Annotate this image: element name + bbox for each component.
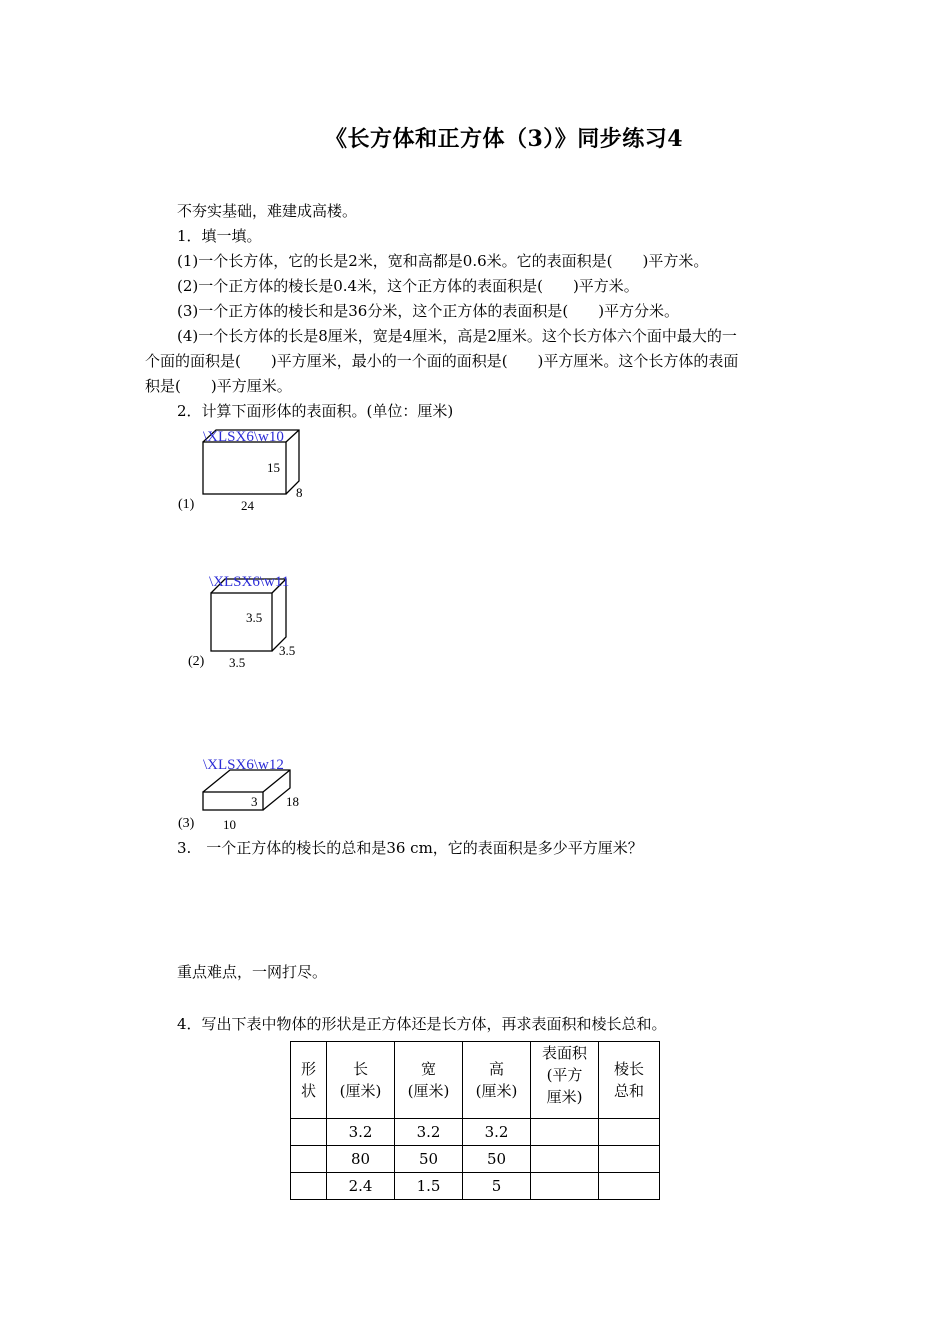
- cell-shape[interactable]: [291, 1146, 327, 1173]
- page-title: 《长方体和正方体（3）》同步练习4: [324, 126, 684, 152]
- table-header-row: [291, 1042, 660, 1119]
- figure-2: [180, 568, 310, 677]
- header-surface-area: [531, 1042, 599, 1119]
- slab-top-edge: [263, 770, 290, 792]
- table-row: [291, 1119, 660, 1146]
- cell-surface-area[interactable]: [531, 1173, 599, 1200]
- slab-back-edges: [203, 770, 290, 810]
- figure-code: \XLSX6\w11: [209, 574, 290, 590]
- figure-label: (1): [178, 497, 195, 512]
- dim-height: 3: [251, 794, 258, 809]
- cell-shape[interactable]: [291, 1119, 327, 1146]
- q4-heading: 4．写出下表中物体的形状是正方体还是长方体，再求表面积和棱长总和。: [177, 1015, 667, 1033]
- cell-height: 3.2: [463, 1119, 531, 1146]
- q1-item-1: (1)一个长方体，它的长是2米，宽和高都是0.6米。它的表面积是( )平方米。: [177, 252, 709, 270]
- q1-item-4-line-1: (4)一个长方体的长是8厘米，宽是4厘米，高是2厘米。这个长方体六个面中最大的一: [177, 327, 737, 345]
- section-heading: 重点难点，一网打尽。: [177, 963, 328, 981]
- header-line: 厘米): [546, 1088, 583, 1106]
- dim-length: 10: [223, 817, 236, 832]
- table-row: [291, 1146, 660, 1173]
- q1-item-4-line-2: 个面的面积是( )平方厘米，最小的一个面的面积是( )平方厘米。这个长方体的表面: [145, 352, 739, 370]
- header-height: [463, 1042, 531, 1119]
- header-length: [327, 1042, 395, 1119]
- header-line: 长: [352, 1060, 368, 1078]
- dim-width: 8: [296, 485, 303, 500]
- cuboid-top-edge: [286, 430, 299, 442]
- cell-width: 1.5: [395, 1173, 463, 1200]
- header-line: (厘米): [339, 1082, 382, 1100]
- cell-height: 50: [463, 1146, 531, 1173]
- header-line: 高: [488, 1060, 504, 1078]
- header-line: 棱长: [613, 1060, 644, 1078]
- cell-width: 50: [395, 1146, 463, 1173]
- cell-edge-total[interactable]: [599, 1119, 660, 1146]
- header-edge-total: [599, 1042, 660, 1119]
- cell-edge-total[interactable]: [599, 1173, 660, 1200]
- cell-surface-area[interactable]: [531, 1119, 599, 1146]
- header-line: 宽: [420, 1060, 436, 1078]
- q1-heading: 1．填一填。: [177, 227, 262, 245]
- cell-height: 5: [463, 1173, 531, 1200]
- header-line: 表面积: [541, 1044, 587, 1062]
- figure-3: [170, 752, 340, 841]
- header-width: [395, 1042, 463, 1119]
- figure-label: (3): [178, 816, 195, 831]
- cell-surface-area[interactable]: [531, 1146, 599, 1173]
- header-line: 总和: [613, 1082, 644, 1100]
- cube-front-face: [211, 593, 272, 651]
- dim-length: 24: [241, 498, 254, 513]
- shape-table: [290, 1041, 660, 1200]
- header-line: 形: [300, 1060, 316, 1078]
- figure-1: [170, 422, 320, 521]
- figure-code: \XLSX6\w12: [203, 757, 284, 773]
- cell-edge-total[interactable]: [599, 1146, 660, 1173]
- dim-height: 15: [267, 460, 280, 475]
- dim-length: 3.5: [229, 655, 246, 670]
- q1-item-2: (2)一个正方体的棱长是0.4米，这个正方体的表面积是( )平方米。: [177, 277, 639, 295]
- figure-label: (2): [188, 654, 205, 669]
- cell-length: 80: [327, 1146, 395, 1173]
- figure-code: \XLSX6\w10: [203, 429, 284, 445]
- cell-length: 3.2: [327, 1119, 395, 1146]
- header-line: (厘米): [407, 1082, 450, 1100]
- intro-motto: 不夯实基础，难建成高楼。: [177, 202, 358, 220]
- header-line: (厘米): [475, 1082, 518, 1100]
- dim-width: 3.5: [279, 643, 296, 658]
- cell-shape[interactable]: [291, 1173, 327, 1200]
- header-shape: [291, 1042, 327, 1119]
- table-row: [291, 1173, 660, 1200]
- q2-heading: 2．计算下面形体的表面积。(单位：厘米): [177, 402, 454, 420]
- q3-question: 3. 一个正方体的棱长的总和是36 cm，它的表面积是多少平方厘米？: [177, 839, 643, 857]
- header-line: (平方: [546, 1066, 583, 1084]
- dim-width: 18: [286, 794, 299, 809]
- q1-item-4-line-3: 积是( )平方厘米。: [145, 377, 292, 395]
- q1-item-3: (3)一个正方体的棱长和是36分米，这个正方体的表面积是( )平方分米。: [177, 302, 680, 320]
- cell-length: 2.4: [327, 1173, 395, 1200]
- dim-height: 3.5: [246, 610, 263, 625]
- header-line: 状: [300, 1082, 316, 1100]
- cell-width: 3.2: [395, 1119, 463, 1146]
